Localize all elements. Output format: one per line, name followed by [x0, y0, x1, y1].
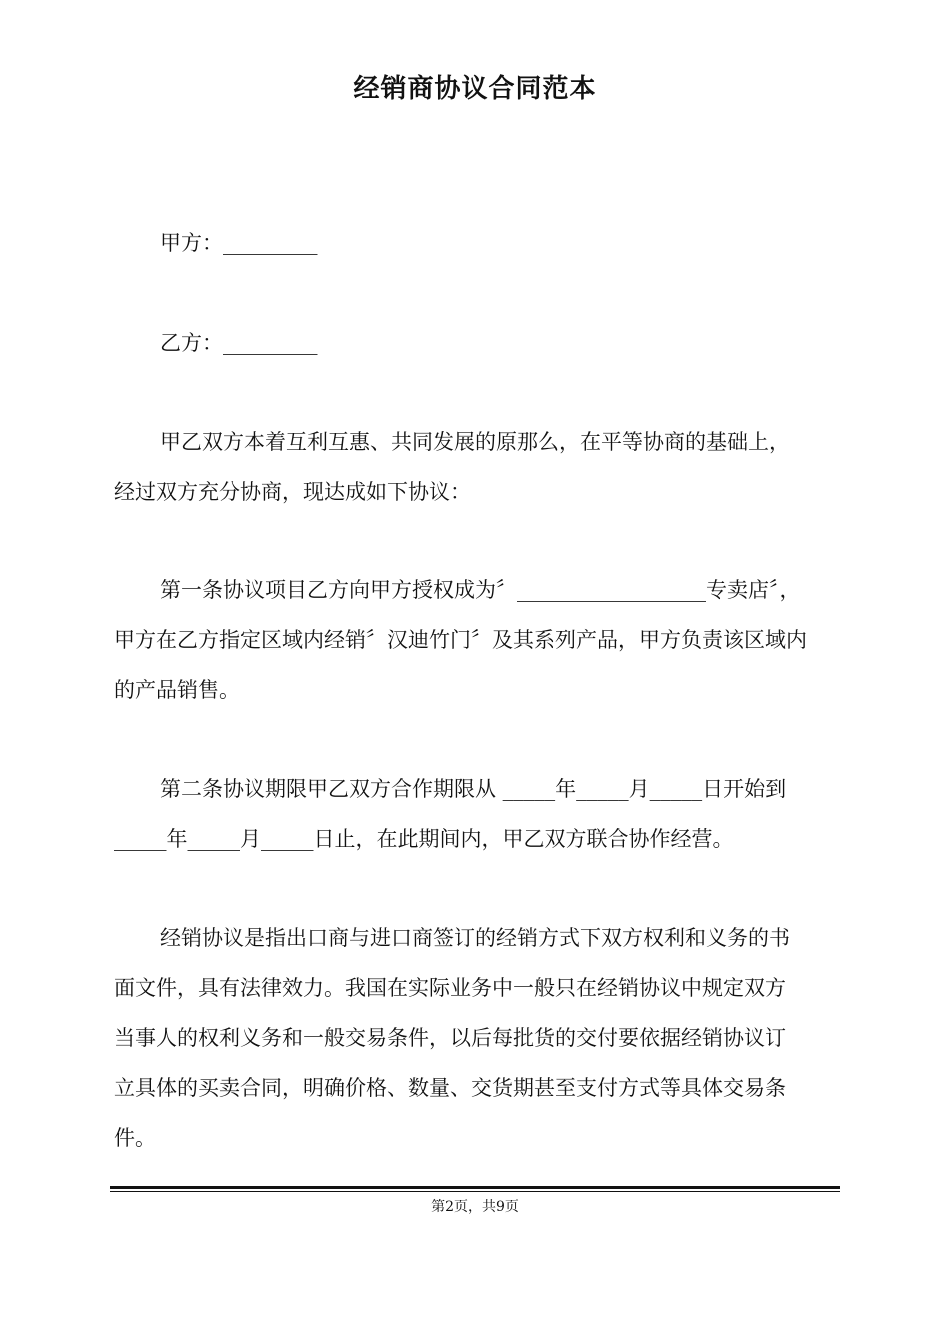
party-b-line: 乙方：_________ [160, 331, 318, 355]
article-1-line-1: 第一条协议项目乙方向甲方授权成为〞__________________专卖店〞， [160, 578, 801, 602]
article-2-line-2: _____年_____月_____日止，在此期间内，甲乙双方联合协作经营。 [114, 827, 734, 851]
preamble-line-1: 甲乙双方本着互利互惠、共同发展的原那么，在平等协商的基础上， [160, 430, 790, 454]
definition-line-3: 当事人的权利义务和一般交易条件，以后每批货的交付要依据经销协议订 [114, 1026, 786, 1050]
definition-line-1: 经销协议是指出口商与进口商签订的经销方式下双方权利和义务的书 [160, 926, 790, 950]
article-1-line-2: 甲方在乙方指定区域内经销〞汉迪竹门〞及其系列产品，甲方负责该区域内 [114, 628, 807, 652]
definition-line-4: 立具体的买卖合同，明确价格、数量、交货期甚至支付方式等具体交易条 [114, 1076, 786, 1100]
document-title: 经销商协议合同范本 [353, 74, 597, 104]
article-1-line-3: 的产品销售。 [114, 678, 240, 702]
article-2-line-1: 第二条协议期限甲乙双方合作期限从 _____年_____月_____日开始到 [160, 777, 787, 801]
definition-line-5: 件。 [114, 1126, 156, 1150]
party-a-line: 甲方：_________ [160, 231, 318, 255]
footer-divider-thin [110, 1191, 840, 1192]
footer-divider-thick [110, 1186, 840, 1189]
definition-line-2: 面文件，具有法律效力。我国在实际业务中一般只在经销协议中规定双方 [114, 976, 786, 1000]
page-number: 第2页，共9页 [431, 1199, 519, 1215]
preamble-line-2: 经过双方充分协商，现达成如下协议： [114, 480, 471, 504]
